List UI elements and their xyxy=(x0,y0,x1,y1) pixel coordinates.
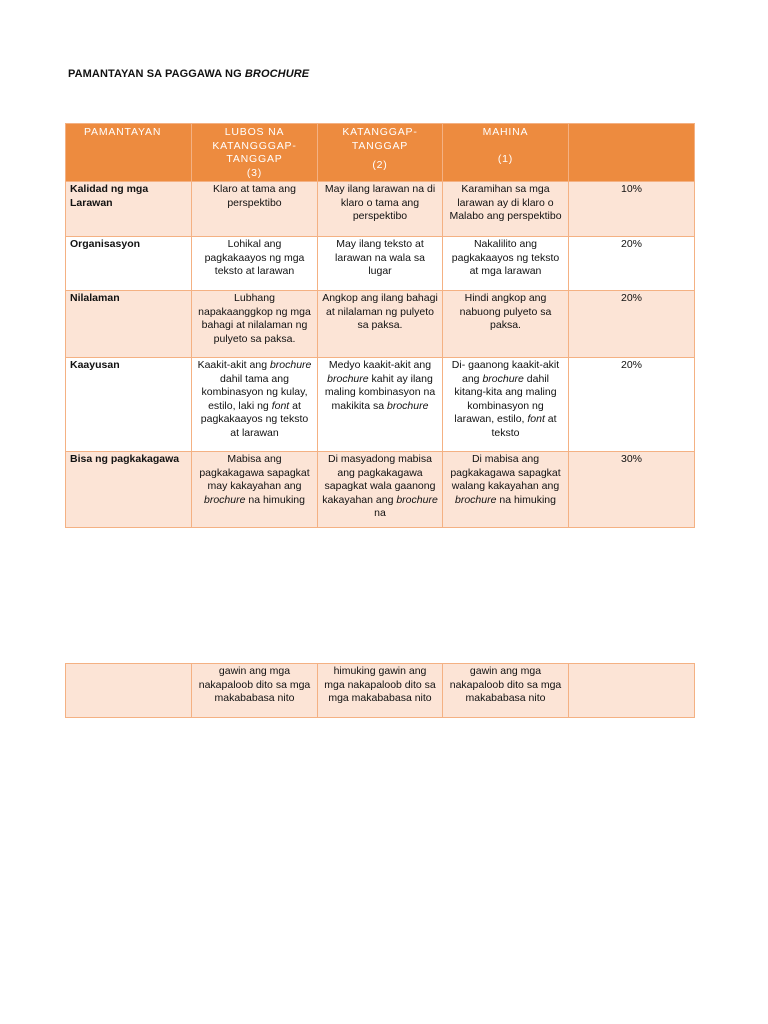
score-3-cell: Lohikal ang pagkakaayos ng mga teksto at larawan xyxy=(192,237,318,291)
score-1-cell: Nakalilito ang pagkakaayos ng teksto at mga larawan xyxy=(443,237,569,291)
score-3-cell: Lubhang napakaanggkop ng mga bahagi at nilalaman ng pulyeto sa paksa. xyxy=(192,291,318,358)
criterion-cell: Kalidad ng mga Larawan xyxy=(66,182,192,237)
score-3-cell: Kaakit-akit ang brochure dahil tama ang kombinasyon ng kulay, estilo, laki ng font at pagkakaayos ng teksto at larawan xyxy=(192,358,318,452)
score-1-cell: Hindi angkop ang nabuong pulyeto sa paksa. xyxy=(443,291,569,358)
title-italic: BROCHURE xyxy=(244,68,310,80)
table-row xyxy=(66,664,695,718)
rubric-table xyxy=(65,123,695,528)
score-1-cell: Karamihan sa mga larawan ay di klaro o Malabo ang perspektibo xyxy=(443,182,569,237)
table-row xyxy=(66,358,695,452)
criterion-cell: Bisa ng pagkakagawa xyxy=(66,452,192,528)
title-text: PAMANTAYAN SA PAGGAWA NG xyxy=(68,68,245,80)
header-excellent: LUBOS NA KATANGGGAP-TANGGAP (3) xyxy=(192,124,318,182)
score-3-cell: Mabisa ang pagkakagawa sapagkat may kakayahan ang brochure na himuking xyxy=(192,452,318,528)
weight-cell: 20% xyxy=(569,237,695,291)
header-criteria: PAMANTAYAN xyxy=(66,124,192,182)
score-1-cell: gawin ang mga nakapaloob dito sa mga makababasa nito xyxy=(443,664,569,718)
score-2-cell: May ilang larawan na di klaro o tama ang perspektibo xyxy=(318,182,443,237)
score-1-cell: Di- gaanong kaakit-akit ang brochure dahil kitang-kita ang maling kombinasyon ng larawan, estilo, font at teksto xyxy=(443,358,569,452)
score-2-cell: Angkop ang ilang bahagi at nilalaman ng pulyeto sa paksa. xyxy=(318,291,443,358)
table-row xyxy=(66,237,695,291)
rubric-header-row xyxy=(66,124,695,182)
table-row xyxy=(66,452,695,528)
weight-cell: 20% xyxy=(569,291,695,358)
score-3-cell: Klaro at tama ang perspektibo xyxy=(192,182,318,237)
rubric-table-continuation xyxy=(65,663,695,718)
score-2-cell: May ilang teksto at larawan na wala sa lugar xyxy=(318,237,443,291)
header-weak: MAHINA (1) xyxy=(443,124,569,182)
weight-cell xyxy=(569,664,695,718)
score-2-cell: Medyo kaakit-akit ang brochure kahit ay ilang maling kombinasyon na makikita sa brochure xyxy=(318,358,443,452)
table-row xyxy=(66,291,695,358)
header-acceptable: KATANGGAP-TANGGAP (2) xyxy=(318,124,443,182)
weight-cell: 10% xyxy=(569,182,695,237)
criterion-cell: Kaayusan xyxy=(66,358,192,452)
criterion-cell: Nilalaman xyxy=(66,291,192,358)
criterion-cell: Organisasyon xyxy=(66,237,192,291)
document-title xyxy=(68,68,309,80)
score-2-cell: Di masyadong mabisa ang pagkakagawa sapagkat wala gaanong kakayahan ang brochure na xyxy=(318,452,443,528)
weight-cell: 30% xyxy=(569,452,695,528)
score-2-cell: himuking gawin ang mga nakapaloob dito sa mga makababasa nito xyxy=(318,664,443,718)
header-weight xyxy=(569,124,695,182)
score-3-cell: gawin ang mga nakapaloob dito sa mga makababasa nito xyxy=(192,664,318,718)
table-row xyxy=(66,182,695,237)
criterion-cell xyxy=(66,664,192,718)
score-1-cell: Di mabisa ang pagkakagawa sapagkat walang kakayahan ang brochure na himuking xyxy=(443,452,569,528)
weight-cell: 20% xyxy=(569,358,695,452)
